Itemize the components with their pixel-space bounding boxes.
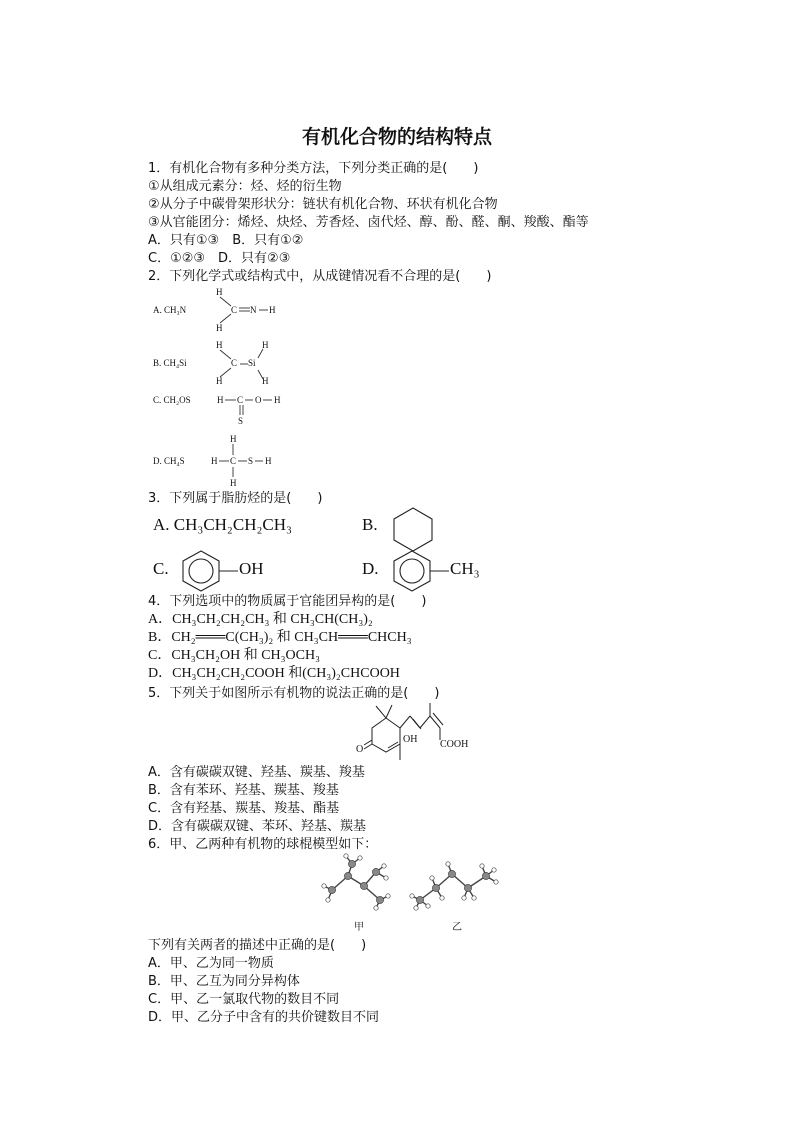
q4-option-c: C．CH₃CH₂OH 和 CH₃OCH₃ — [148, 648, 320, 663]
q2-a-atom-h1: H — [216, 287, 223, 297]
q2-stem: 2．下列化学式或结构式中，从成键情况看不合理的是( ) — [148, 269, 492, 284]
q2-b-atom-c: C — [231, 358, 238, 368]
q5-group-cooh: COOH — [440, 739, 469, 750]
q2-d-atom-s: S — [248, 456, 254, 466]
q5-stem: 5．下列关于如图所示有机物的说法正确的是( ) — [148, 686, 440, 701]
q2-a-atom-h3: H — [216, 323, 223, 333]
q2-label-c: C. CH₂OS — [153, 395, 191, 405]
q4-option-b: B．CH₂═══C(CH₃)₂ 和 CH₃CH═══CHCH₃ — [148, 630, 412, 645]
q1-stem: 1．有机化合物有多种分类方法，下列分类正确的是( ) — [148, 161, 479, 176]
q2-d-atom-c: C — [230, 456, 237, 466]
q2-d-atom-h3: H — [265, 456, 272, 466]
q2-b-atom-si: Si — [248, 358, 256, 368]
q3-option-c-oh: OH — [239, 559, 264, 578]
q4-stem: 4．下列选项中的物质属于官能团异构的是( ) — [148, 594, 427, 609]
q3-option-c-label: C. — [153, 559, 169, 578]
q1-options-cd: C．①②③ D．只有②③ — [148, 251, 291, 266]
q5-option-c: C．含有羟基、羰基、羧基、酯基 — [148, 801, 340, 816]
q2-d-atom-h2: H — [211, 456, 218, 466]
q5-option-b: B．含有苯环、羟基、羰基、羧基 — [148, 783, 339, 798]
q6-option-a: A．甲、乙为同一物质 — [148, 956, 274, 971]
q4-option-a: A．CH₃CH₂CH₂CH₃ 和 CH₃CH(CH₃)₂ — [148, 612, 373, 627]
q5-group-oh: OH — [403, 734, 418, 745]
q6-option-b: B．甲、乙互为同分异构体 — [148, 974, 300, 989]
q2-b-atom-h1: H — [216, 340, 223, 350]
q2-label-b: B. CH₄Si — [153, 358, 187, 368]
q6-label-jia: 甲 — [354, 922, 364, 933]
page-title: 有机化合物的结构特点 — [301, 126, 492, 148]
q2-b-atom-h4: H — [262, 376, 269, 386]
q3-option-d-label: D. — [362, 559, 379, 578]
q3-stem: 3．下列属于脂肪烃的是( ) — [148, 491, 323, 506]
q5-option-a: A．含有碳碳双键、羟基、羰基、羧基 — [148, 765, 365, 780]
q5-option-d: D．含有碳碳双键、苯环、羟基、羰基 — [148, 819, 367, 834]
q1-item-3: ③从官能团分：烯烃、炔烃、芳香烃、卤代烃、醇、酚、醛、酮、羧酸、酯等 — [148, 215, 589, 230]
q2-c-atom-c: C — [237, 395, 244, 405]
q6-stem: 6．甲、乙两种有机物的球棍模型如下： — [148, 837, 378, 852]
q2-b-atom-h3: H — [216, 376, 223, 386]
q1-item-2: ②从分子中碳骨架形状分：链状有机化合物、环状有机化合物 — [148, 197, 498, 212]
q2-c-atom-h2: H — [274, 395, 281, 405]
q6-stem-2: 下列有关两者的描述中正确的是( ) — [148, 938, 367, 953]
q2-a-atom-n: N — [250, 305, 257, 315]
q2-a-atom-h2: H — [269, 305, 276, 315]
q2-c-atom-h1: H — [217, 395, 224, 405]
q3-option-d-ch3: CH₃ — [450, 559, 480, 578]
q2-d-atom-h4: H — [230, 478, 237, 488]
q4-option-d: D．CH₃CH₂CH₂COOH 和(CH₃)₂CHCOOH — [148, 666, 400, 681]
q2-c-atom-s: S — [238, 416, 244, 426]
q6-option-c: C．甲、乙一氯取代物的数目不同 — [148, 992, 340, 1007]
q2-c-atom-o: O — [255, 395, 262, 405]
q6-label-yi: 乙 — [452, 922, 462, 933]
q2-b-atom-h2: H — [262, 340, 269, 350]
q1-item-1: ①从组成元素分：烃、烃的衍生物 — [148, 179, 342, 194]
q2-d-atom-h1: H — [230, 434, 237, 444]
q1-options-ab: A．只有①③ B．只有①② — [148, 233, 304, 248]
q2-label-a: A. CH₃N — [153, 305, 187, 315]
q5-atom-ketone-o: O — [356, 744, 364, 755]
q6-option-d: D．甲、乙分子中含有的共价键数目不同 — [148, 1010, 380, 1025]
q2-label-d: D. CH₄S — [153, 456, 185, 466]
q3-option-b-label: B. — [362, 515, 378, 534]
q2-a-atom-c: C — [231, 305, 238, 315]
q3-option-a: A. CH₃CH₂CH₂CH₃ — [153, 515, 292, 534]
